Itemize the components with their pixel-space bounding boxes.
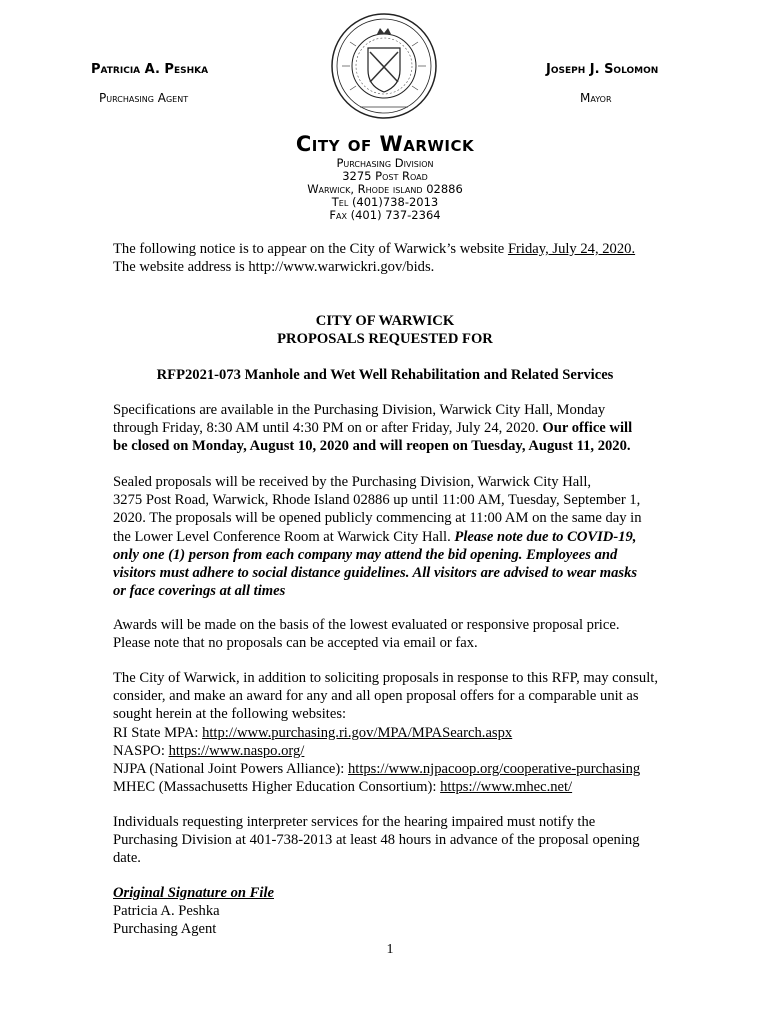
njpa-link[interactable]: https://www.njpacoop.org/cooperative-purchasing xyxy=(347,761,641,778)
rfp-title: RFP2021-073 Manhole and Wet Well Rehabilitation and Related Services xyxy=(156,367,614,383)
ri-mpa-link[interactable]: http://www.purchasing.ri.gov/MPA/MPASearch.aspx xyxy=(202,724,513,741)
consult-line: sought herein at the following websites: xyxy=(113,706,347,723)
awards-line: Please note that no proposals can be accepted via email or fax. xyxy=(113,635,478,652)
office-closed-notice: Our office will xyxy=(542,420,633,437)
heading-proposals: PROPOSALS REQUESTED FOR xyxy=(277,331,493,347)
city-title: City of Warwick xyxy=(295,132,475,156)
specs-line: Specifications are available in the Purchasing Division, Warwick City Hall, Monday xyxy=(113,402,606,418)
left-official-title: Purchasing Agent xyxy=(99,91,189,105)
notice-paragraph xyxy=(113,240,683,276)
address-line: Fax (401) 737-2364 xyxy=(329,208,441,222)
covid-notice: only one (1) person from each company may attend the bid opening. Employees and xyxy=(113,546,618,563)
consult-paragraph xyxy=(113,669,683,796)
signature-block xyxy=(113,884,683,939)
naspo-link[interactable]: https://www.naspo.org/ xyxy=(168,742,305,759)
page-number: 1 xyxy=(386,942,394,957)
awards-line: Awards will be made on the basis of the lowest evaluated or responsive proposal price. xyxy=(113,617,620,633)
sealed-paragraph xyxy=(113,473,683,600)
covid-notice: Please note due to COVID-19, xyxy=(454,528,637,545)
mhec-link[interactable]: https://www.mhec.net/ xyxy=(440,779,573,796)
consult-line: The City of Warwick, in addition to soliciting proposals in response to this RFP, may consult, xyxy=(113,670,658,686)
awards-paragraph xyxy=(113,616,683,652)
website-entry: RI State MPA: http://www.purchasing.ri.gov/MPA/MPASearch.aspx xyxy=(113,724,513,741)
heading-city: CITY OF WARWICK xyxy=(315,313,455,329)
specs-paragraph xyxy=(113,401,683,456)
right-official-name: Joseph J. Solomon xyxy=(546,62,659,77)
specs-line: through Friday, 8:30 AM until 4:30 PM on or after Friday, July 24, 2020. Our office will xyxy=(113,420,633,437)
website-entry: MHEC (Massachusetts Higher Education Consortium): https://www.mhec.net/ xyxy=(113,779,573,796)
notice-line: The website address is http://www.warwickri.gov/bids. xyxy=(113,259,435,276)
interpreter-line: date. xyxy=(113,850,141,867)
interpreter-line: Individuals requesting interpreter services for the hearing impaired must notify the xyxy=(113,814,596,830)
covid-notice: or face coverings at all times xyxy=(113,583,286,600)
website-entry: NJPA (National Joint Powers Alliance): https://www.njpacoop.org/cooperative-purchasing xyxy=(113,761,641,778)
original-signature-note: Original Signature on File xyxy=(113,885,274,901)
left-official-name: Patricia A. Peshka xyxy=(91,62,209,77)
signatory-title: Purchasing Agent xyxy=(113,921,217,938)
sealed-line: the Lower Level Conference Room at Warwick City Hall. Please note due to COVID-19, xyxy=(113,528,637,545)
address-line: Purchasing Division xyxy=(336,156,434,170)
address-block xyxy=(0,157,770,222)
signatory-name: Patricia A. Peshka xyxy=(113,903,220,920)
notice-date: Friday, July 24, 2020. xyxy=(507,241,636,257)
interpreter-line: Purchasing Division at 401-738-2013 at least 48 hours in advance of the proposal opening xyxy=(113,832,640,849)
sealed-line: 3275 Post Road, Warwick, Rhode Island 02886 up until 11:00 AM, Tuesday, September 1, xyxy=(113,492,641,509)
address-line: 3275 Post Road xyxy=(342,169,428,183)
city-seal-icon xyxy=(330,12,438,120)
address-line: Tel (401)738-2013 xyxy=(331,195,439,209)
consult-line: consider, and make an award for any and all open proposal offers for a comparable unit as xyxy=(113,688,639,705)
interpreter-paragraph xyxy=(113,813,683,868)
address-line: Warwick, Rhode island 02886 xyxy=(307,182,463,196)
website-entry: NASPO: https://www.naspo.org/ xyxy=(113,742,305,759)
sealed-line: Sealed proposals will be received by the Purchasing Division, Warwick City Hall, xyxy=(113,474,592,490)
right-official-title: Mayor xyxy=(580,91,612,105)
sealed-line: 2020. The proposals will be opened publicly commencing at 11:00 AM on the same day in xyxy=(113,510,642,527)
covid-notice: visitors must adhere to social distance guidelines. All visitors are advised to wear masks xyxy=(113,565,638,582)
specs-line: be closed on Monday, August 10, 2020 and will reopen on Tuesday, August 11, 2020. xyxy=(113,438,631,455)
notice-line: The following notice is to appear on the City of Warwick’s website Friday, July 24, 2020. xyxy=(113,241,636,257)
